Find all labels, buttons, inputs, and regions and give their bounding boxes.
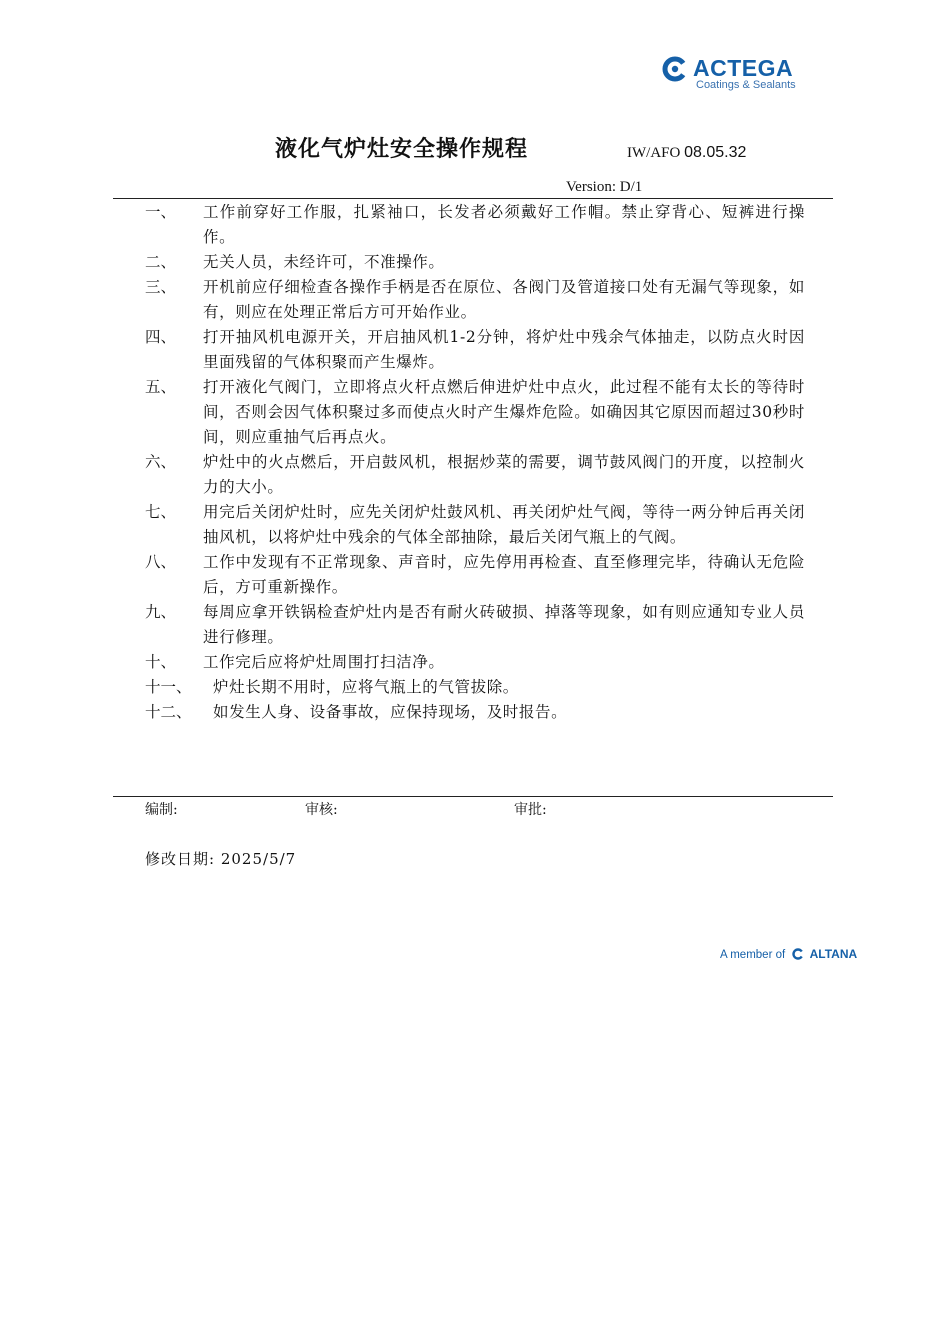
reviewed-by-label: 审核: [305, 802, 338, 818]
document-title: 液化气炉灶安全操作规程 [275, 136, 529, 162]
procedure-item [145, 325, 805, 375]
altana-logo-icon [792, 948, 804, 960]
procedure-item-text: 炉灶中的火点燃后，开启鼓风机，根据炒菜的需要，调节鼓风阀门的开度，以控制火力的大小。 [203, 453, 805, 496]
procedure-item-text: 工作中发现有不正常现象、声音时，应先停用再检查、直至修理完毕，待确认无危险后，方可重新操作。 [203, 553, 805, 596]
compiled-by-label: 编制: [145, 802, 178, 818]
procedure-item-text: 打开液化气阀门，立即将点火杆点燃后伸进炉灶中点火，此过程不能有太长的等待时间，否则会因气体积聚过多而使点火时产生爆炸危险。如确因其它原因而超过30秒时间，则应重抽气后再点火。 [203, 378, 805, 446]
procedure-item-text: 打开抽风机电源开关，开启抽风机1-2分钟，将炉灶中残余气体抽走，以防点火时因里面残留的气体积聚而产生爆炸。 [203, 328, 805, 371]
procedure-list [145, 200, 805, 725]
procedure-item-number: 十一、 [145, 678, 192, 696]
procedure-item-text: 工作前穿好工作服，扎紧袖口，长发者必须戴好工作帽。禁止穿背心、短裤进行操作。 [203, 203, 805, 246]
procedure-item [145, 650, 805, 675]
procedure-item [145, 550, 805, 600]
procedure-item-text: 工作完后应将炉灶周围打扫洁净。 [203, 653, 445, 671]
logo-subtitle: Coatings & Sealants [696, 79, 796, 91]
procedure-item [145, 700, 805, 725]
altana-name: ALTANA [809, 947, 858, 961]
document-number [627, 143, 746, 163]
procedure-item-number: 六、 [145, 453, 177, 471]
procedure-item-number: 七、 [145, 503, 177, 521]
revision-date-value: 2025/5/7 [220, 850, 297, 868]
procedure-item-number: 一、 [145, 203, 177, 221]
logo-name: ACTEGA [693, 55, 794, 81]
actega-logo [662, 54, 802, 94]
approved-by-label: 审批: [514, 802, 547, 818]
revision-date-label: 修改日期: [145, 850, 216, 868]
footer-divider [113, 796, 833, 797]
procedure-item-text: 用完后关闭炉灶时，应先关闭炉灶鼓风机、再关闭炉灶气阀，等待一两分钟后再关闭抽风机，以将炉灶中残余的气体全部抽除，最后关闭气瓶上的气阀。 [203, 503, 805, 546]
procedure-item-number: 九、 [145, 603, 177, 621]
procedure-item-text: 每周应拿开铁锅检查炉灶内是否有耐火砖破损、掉落等现象，如有则应通知专业人员进行修理。 [203, 603, 805, 646]
document-number-value: 08.05.32 [684, 144, 747, 161]
procedure-item-number: 十、 [145, 653, 177, 671]
procedure-item [145, 200, 805, 250]
procedure-item [145, 375, 805, 450]
procedure-item [145, 275, 805, 325]
procedure-item-number: 五、 [145, 378, 177, 396]
document-version: Version: D/1 [566, 179, 643, 195]
member-text: A member of [720, 949, 786, 961]
procedure-item-number: 二、 [145, 253, 177, 271]
procedure-item-number: 三、 [145, 278, 177, 296]
actega-logo-icon [662, 56, 688, 82]
procedure-item-text: 如发生人身、设备事故，应保持现场，及时报告。 [213, 703, 568, 721]
procedure-item [145, 675, 805, 700]
procedure-item-text: 无关人员，未经许可，不准操作。 [203, 253, 445, 271]
revision-date [145, 848, 296, 870]
procedure-item [145, 500, 805, 550]
procedure-item-number: 四、 [145, 328, 177, 346]
altana-member-badge [720, 946, 857, 963]
document-number-prefix: IW/AFO [627, 145, 681, 161]
procedure-item [145, 250, 805, 275]
procedure-item [145, 600, 805, 650]
header-divider [113, 198, 833, 199]
procedure-item [145, 450, 805, 500]
procedure-item-number: 八、 [145, 553, 177, 571]
procedure-item-number: 十二、 [145, 703, 192, 721]
procedure-item-text: 开机前应仔细检查各操作手柄是否在原位、各阀门及管道接口处有无漏气等现象，如有，则应在处理正常后方可开始作业。 [203, 278, 805, 321]
procedure-item-text: 炉灶长期不用时，应将气瓶上的气管拔除。 [213, 678, 519, 696]
